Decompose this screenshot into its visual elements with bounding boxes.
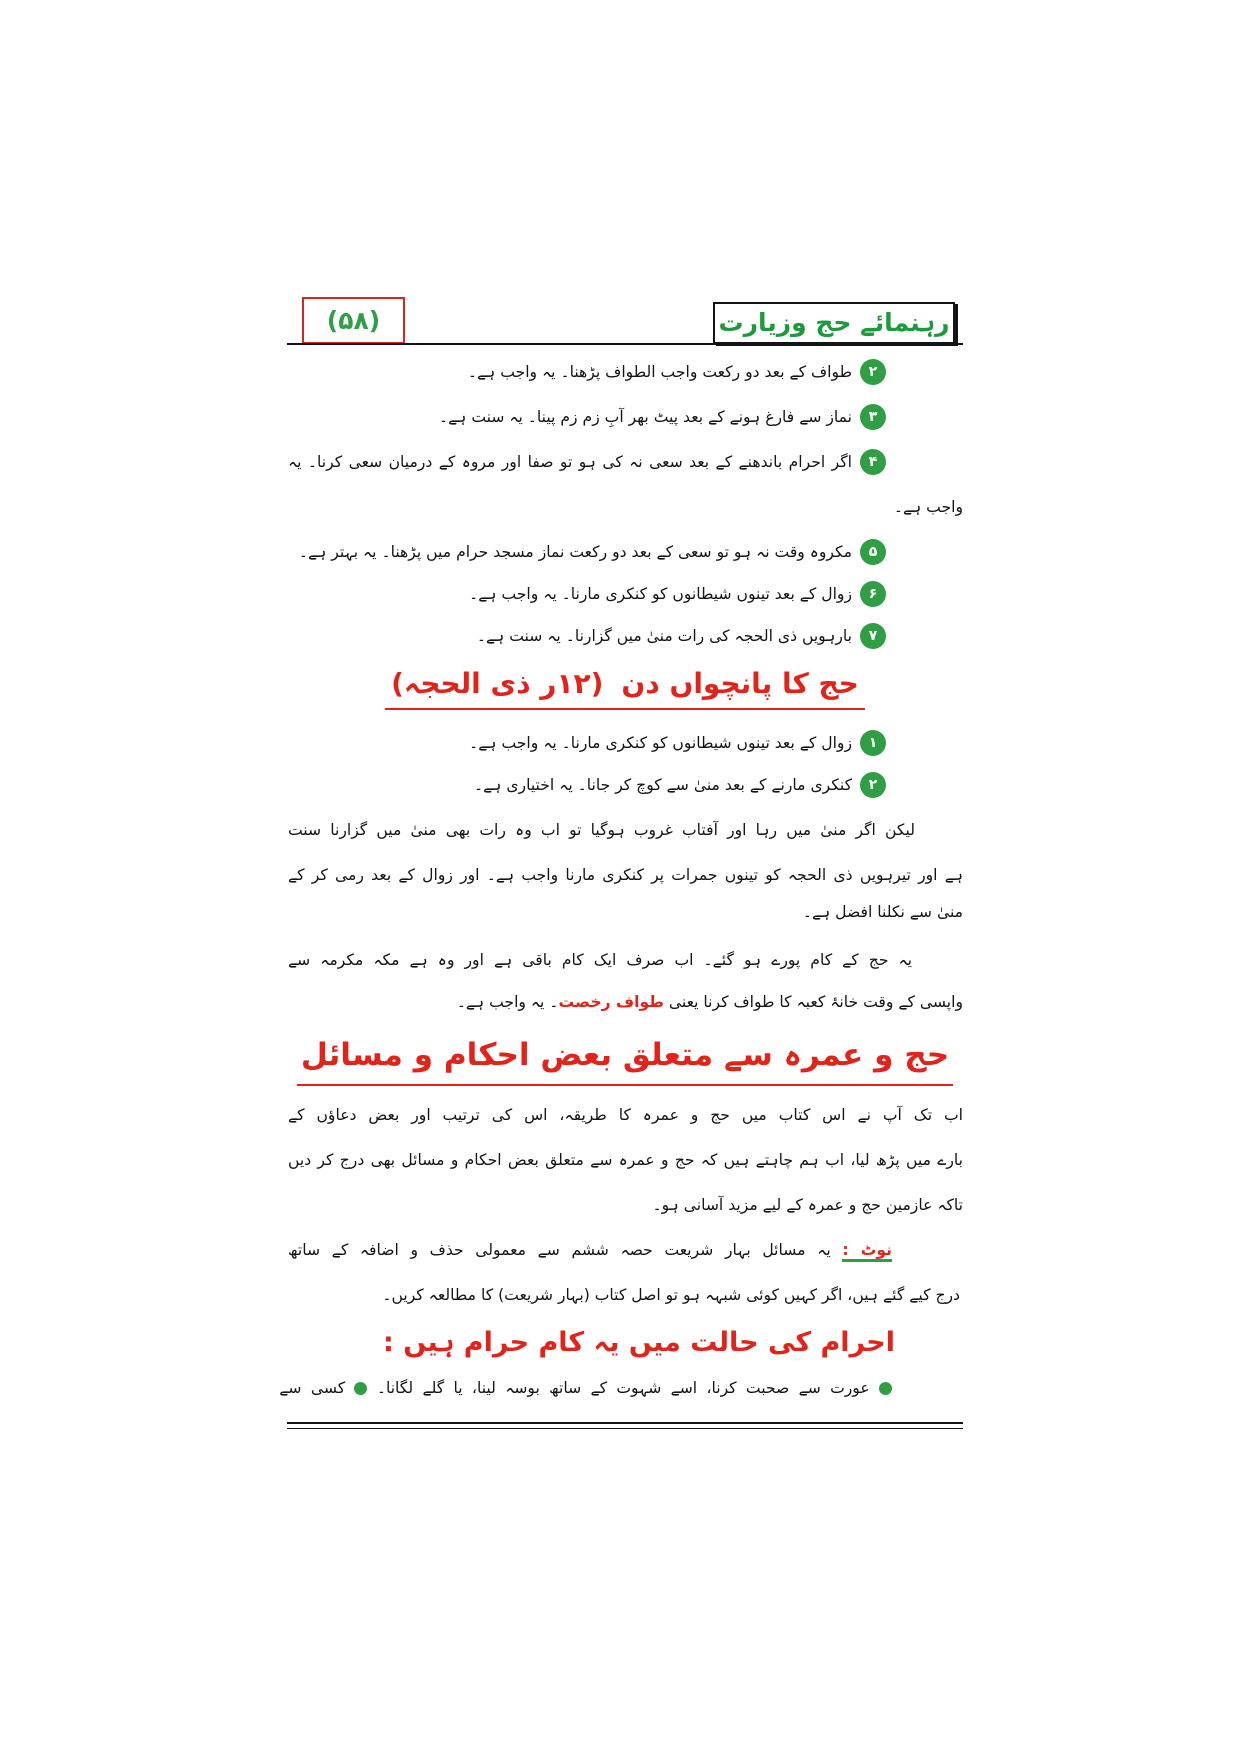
book-title: رہنمائے حج وزیارت [718, 308, 950, 337]
paragraph-line [287, 1142, 963, 1178]
list-item-continuation [287, 489, 963, 525]
list-item-text: اگر احرام باندھنے کے بعد سعی نہ کی ہو تو صفا اور مروہ کے درمیان سعی کرنا۔ یہ [288, 453, 852, 471]
item-number-badge: ۱ [860, 730, 886, 756]
paragraph-line [287, 1097, 963, 1133]
item-number-badge: ۶ [860, 581, 886, 607]
note-label: نوٹ : [842, 1241, 892, 1262]
paragraph-line [287, 1187, 963, 1223]
paragraph-line [287, 857, 963, 893]
section-heading-rulings [287, 1030, 963, 1086]
list-item [287, 767, 852, 803]
list-item [287, 399, 852, 435]
list-item-text: زوال کے بعد تینوں شیطانوں کو کنکری مارنا۔ یہ واجب ہے۔ [469, 585, 852, 603]
bullet-dot-icon [879, 1382, 892, 1395]
paragraph-text: تاکہ عازمین حج و عمرہ کے لیے مزید آسانی ہو۔ [652, 1196, 963, 1214]
list-item-text: کنکری مارنے کے بعد منیٰ سے کوچ کر جانا۔ یہ اختیاری ہے۔ [473, 776, 852, 794]
line-content [279, 1370, 892, 1406]
section-heading-prohibited [287, 1323, 895, 1363]
line-content [288, 1232, 892, 1268]
paragraph-text: بارے میں پڑھ لیا، اب ہم چاہتے ہیں کہ حج و عمرہ سے متعلق بعض احکام و مسائل بھی درج کر دیں [288, 1151, 963, 1169]
paragraph-text: منیٰ سے نکلنا افضل ہے۔ [802, 903, 963, 921]
item-number-badge: ۲ [860, 772, 886, 798]
list-item-text: زوال کے بعد تینوں شیطانوں کو کنکری مارنا۔ یہ واجب ہے۔ [469, 734, 852, 752]
item-number-badge: ۷ [860, 623, 886, 649]
list-item [287, 444, 852, 480]
page-number: (۵۸) [326, 306, 381, 335]
list-item [287, 354, 852, 390]
paragraph-text: لیکن اگر منیٰ میں رہا اور آفتاب غروب ہوگیا تو اب وہ رات بھی منیٰ میں گزارنا سنت [288, 821, 915, 839]
item-number-badge: ۵ [860, 539, 886, 565]
heading-text: حج و عمرہ سے متعلق بعض احکام و مسائل [297, 1030, 953, 1086]
paragraph-text: یہ حج کے کام پورے ہو گئے۔ اب صرف ایک کام باقی ہے اور وہ ہے مکہ مکرمہ سے [288, 951, 912, 969]
page-number-box [302, 297, 405, 344]
bullet-dot-icon [354, 1382, 367, 1395]
paragraph-line [287, 984, 963, 1020]
list-item [287, 618, 852, 654]
paragraph-text: ۔ یہ واجب ہے۔ [456, 993, 559, 1011]
prohibited-item-text: کسی سے [279, 1379, 346, 1397]
footer-rule-inner [287, 1428, 963, 1429]
heading-title: حج کا پانچواں دن [621, 667, 859, 700]
note-text: یہ مسائل بہار شریعت حصہ ششم سے معمولی حذف و اضافہ کے ساتھ [288, 1241, 831, 1259]
list-item-text: واجب ہے۔ [893, 498, 963, 516]
header-rule [287, 343, 963, 345]
list-item-text: نماز سے فارغ ہونے کے بعد پیٹ بھر آبِ زم زم پینا۔ یہ سنت ہے۔ [438, 408, 852, 426]
list-item [287, 534, 852, 570]
heading-date: (۱۲ر ذی الحجہ) [391, 667, 604, 700]
heading-text: احرام کی حالت میں یہ کام حرام ہیں : [383, 1327, 895, 1358]
note-line [287, 1277, 960, 1313]
prohibited-item-text: عورت سے صحبت کرنا، اسے شہوت کے ساتھ بوسہ لینا، یا گلے لگانا۔ [376, 1379, 870, 1397]
item-number-badge: ۴ [860, 449, 886, 475]
paragraph-line [287, 894, 963, 930]
paragraph-text: اب تک آپ نے اس کتاب میں حج و عمرہ کا طریقہ، اس کی ترتیب اور بعض دعاؤں کے [288, 1106, 963, 1124]
line-content [457, 984, 963, 1020]
item-number-badge: ۲ [860, 359, 886, 385]
list-item [287, 725, 852, 761]
footer-rule [287, 1422, 963, 1424]
paragraph-line [287, 942, 912, 978]
highlight-farewell-tawaf: طواف رخصت [558, 993, 664, 1011]
list-item-text: مکروہ وقت نہ ہو تو سعی کے بعد دو رکعت نماز مسجد حرام میں پڑھنا۔ یہ بہتر ہے۔ [298, 543, 852, 561]
list-item-text: طواف کے بعد دو رکعت واجب الطواف پڑھنا۔ یہ واجب ہے۔ [467, 363, 852, 381]
note-line [287, 1232, 892, 1268]
heading-underline [385, 664, 865, 710]
list-item [287, 576, 852, 612]
prohibited-list-line [279, 1370, 892, 1406]
paragraph-text: ہے اور تیرہویں ذی الحجہ کو تینوں جمرات پر کنکری مارنا واجب ہے۔ اور زوال کے بعد رمی کر کے [288, 866, 963, 884]
section-heading-day-five [287, 664, 963, 710]
item-number-badge: ۳ [860, 404, 886, 430]
paragraph-text: واپسی کے وقت خانۂ کعبہ کا طواف کرنا یعنی [668, 993, 963, 1011]
running-title-box [713, 302, 955, 344]
list-item-text: بارہویں ذی الحجہ کی رات منیٰ میں گزارنا۔ یہ سنت ہے۔ [476, 627, 852, 645]
note-text: درج کیے گئے ہیں، اگر کہیں کوئی شبہہ ہو تو اصل کتاب (بہار شریعت) کا مطالعہ کریں۔ [382, 1286, 960, 1304]
paragraph-line [287, 812, 915, 848]
